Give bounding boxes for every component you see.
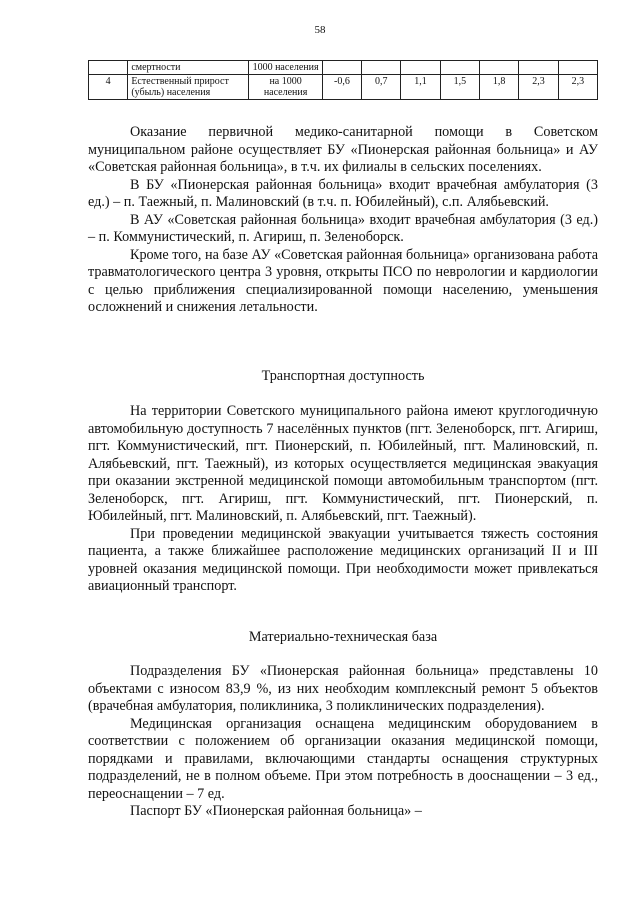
paragraph: В АУ «Советская районная больница» входит врачебная амбулатория (3 ед.) – п. Коммунистический, п. Агириш, п. Зеленоборск. [88, 211, 598, 245]
paragraph: Медицинская организация оснащена медицинским оборудованием в соответствии с положением об организации оказания медицинской помощи, порядками и правилами, включающими стандарты оснащения структурных подразделений, не в полном объеме. При этом потребность в дооснащении – 3 ед., переоснащении – 7 ед. [88, 715, 598, 802]
indicator-cell: смертности [128, 61, 249, 75]
paragraph: На территории Советского муниципального района имеют круглогодичную автомобильную доступность 7 населённых пунктов (пгт. Зеленоборск, пгт. Агириш, пгт. Коммунистический, пгт. Пионерский, п. Юбилейный, пгт. Малиновский, п. Алябьевский, пгт. Таежный), из которых осуществляется медицинская эвакуация при оказании экстренной медицинской помощи автомобильным транспортом (пгт. Зеленоборск, пгт. Агириш, пгт. Коммунистический, пгт. Пионерский, п. Юбилейный, пгт. Малиновский, п. Алябьевский, пгт. Таежный). [88, 403, 598, 524]
value-cell [558, 61, 597, 75]
value-cell: -0,6 [322, 75, 361, 100]
indicator-cell: Естественный прирост (убыль) населения [128, 75, 249, 100]
value-cell: 0,7 [362, 75, 401, 100]
statistics-table [88, 60, 598, 100]
value-cell: 1,1 [401, 75, 440, 100]
transport-section [88, 403, 598, 596]
paragraph: Паспорт БУ «Пионерская районная больница» – [130, 803, 422, 819]
table-row [89, 61, 598, 75]
value-cell: 2,3 [558, 75, 597, 100]
value-cell [362, 61, 401, 75]
paragraph: В БУ «Пионерская районная больница» входит врачебная амбулатория (3 ед.) – п. Таежный, п. Малиновский (в т.ч. п. Юбилейный), с.п. Алябьевский. [88, 176, 598, 210]
primary-care-section [88, 124, 598, 317]
row-number: 4 [89, 75, 128, 100]
section-heading-facilities: Материально-техническая база [248, 629, 438, 645]
paragraph: При проведении медицинской эвакуации учитывается тяжесть состояния пациента, а также ближайшее расположение медицинских организаций II и III уровней оказания медицинской помощи. При необходимости может привлекаться авиационный транспорт. [88, 525, 598, 594]
value-cell [322, 61, 361, 75]
page-number: 58 [314, 24, 326, 36]
paragraph: Кроме того, на базе АУ «Советская районная больница» организована работа травматологического центра 3 уровня, открыты ПСО по неврологии и кардиологии с целью приближения специализированной помощи населению, уменьшения осложнений и снижения летальности. [88, 246, 598, 315]
value-cell [401, 61, 440, 75]
facilities-section [88, 663, 598, 821]
unit-cell: 1000 населения [249, 61, 322, 75]
value-cell [440, 61, 479, 75]
value-cell [519, 61, 558, 75]
value-cell: 1,5 [440, 75, 479, 100]
paragraph: Оказание первичной медико-санитарной помощи в Советском муниципальном районе осуществляет БУ «Пионерская районная больница» и АУ «Советская районная больница», в т.ч. их филиалы в сельских поселениях. [88, 124, 598, 175]
table-row [89, 75, 598, 100]
paragraph: Подразделения БУ «Пионерская районная больница» представлены 10 объектами с износом 83,9 %, из них необходим комплексный ремонт 5 объектов (врачебная амбулатория, поликлиника, 3 поликлинических подразделения). [88, 663, 598, 714]
value-cell: 2,3 [519, 75, 558, 100]
section-heading-transport: Транспортная доступность [261, 368, 425, 384]
unit-cell: на 1000 населения [249, 75, 322, 100]
value-cell: 1,8 [480, 75, 519, 100]
value-cell [480, 61, 519, 75]
row-number [89, 61, 128, 75]
